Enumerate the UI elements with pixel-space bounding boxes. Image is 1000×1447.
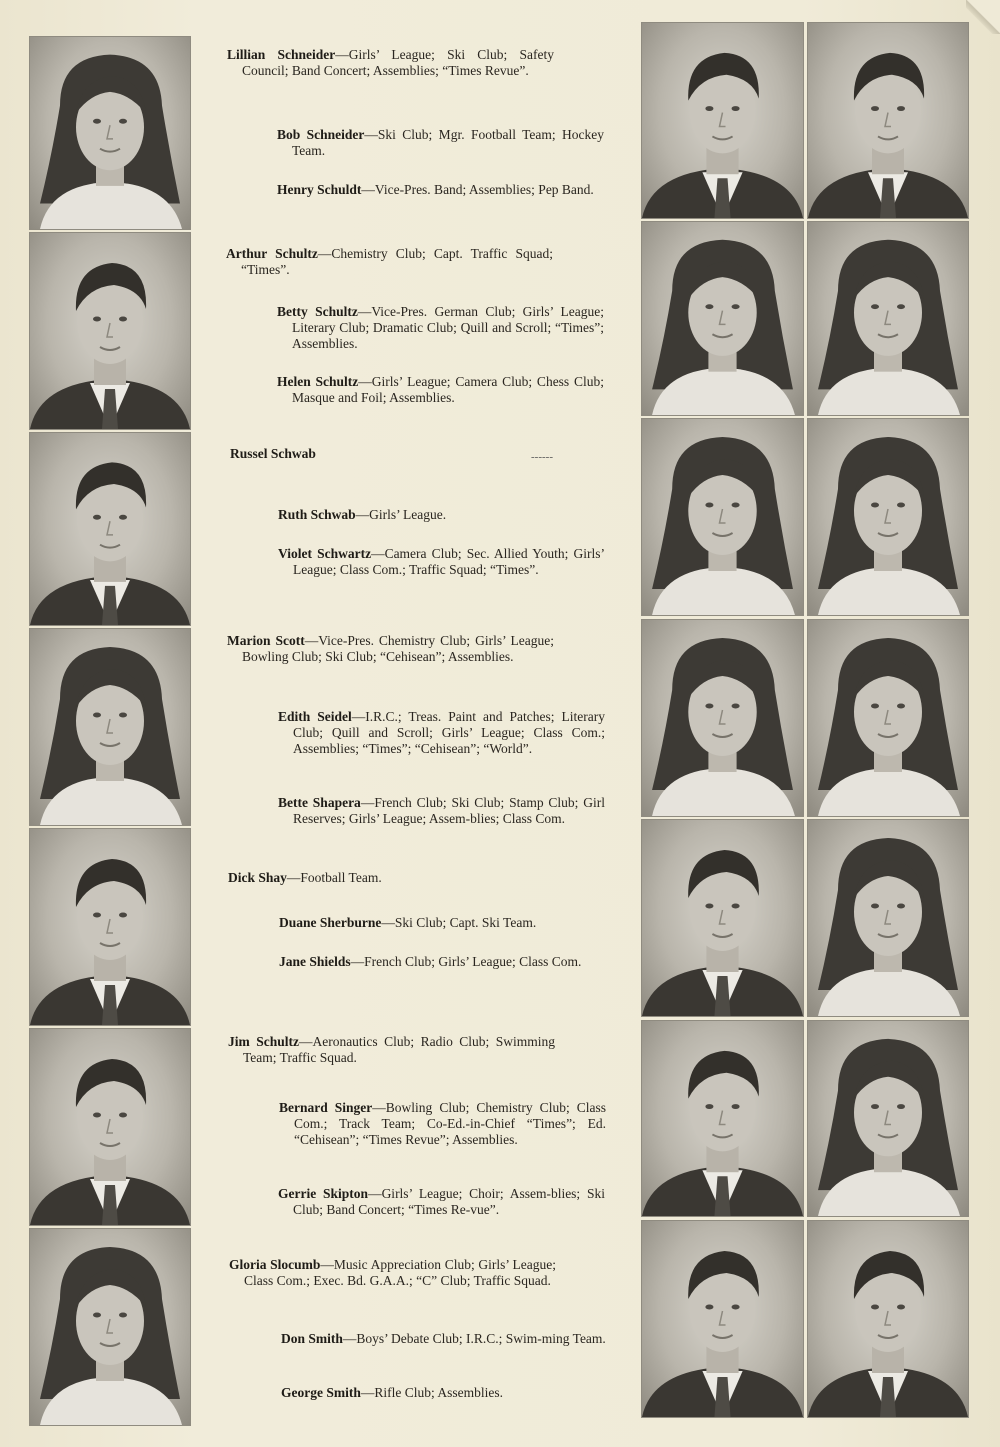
portrait-silhouette	[808, 620, 968, 816]
portrait-silhouette	[30, 1229, 190, 1425]
portrait-photo	[29, 628, 191, 826]
student-entry	[279, 1100, 606, 1148]
portrait-silhouette	[30, 629, 190, 825]
portrait-silhouette	[642, 820, 803, 1016]
student-entry	[229, 1257, 556, 1289]
portrait-photo	[641, 221, 804, 416]
portrait-silhouette	[808, 23, 968, 218]
portrait-photo	[641, 1020, 804, 1217]
portrait-photo	[807, 1220, 969, 1418]
student-activities: —Camera Club; Sec. Allied Youth; Girls’ League; Class Com.; Traffic Squad; “Times”.	[293, 546, 605, 577]
student-activities: —Chemistry Club; Capt. Traffic Squad; “Times”.	[241, 246, 553, 277]
portrait-photo	[807, 418, 969, 616]
student-activities: —Girls’ League.	[355, 507, 447, 522]
student-activities: —Rifle Club; Assemblies.	[360, 1385, 504, 1400]
student-entry	[277, 374, 604, 406]
student-name: Helen Schultz	[277, 374, 359, 389]
student-entry	[227, 47, 554, 79]
portrait-photo	[29, 232, 191, 430]
portrait-silhouette	[30, 233, 190, 429]
portrait-photo	[29, 1228, 191, 1426]
student-name: Dick Shay	[228, 870, 287, 885]
student-entry	[278, 795, 605, 827]
portrait-silhouette	[30, 433, 190, 625]
student-activities: —I.R.C.; Treas. Paint and Patches; Literary Club; Quill and Scroll; Girls’ League; Class Com.; Assemblies; “Times”; “Cehisean”; “World”.	[293, 709, 605, 756]
page-corner-fold	[966, 0, 1000, 34]
portrait-silhouette	[642, 620, 803, 816]
student-entry	[279, 954, 606, 970]
portrait-silhouette	[808, 419, 968, 615]
student-entry	[228, 1034, 555, 1066]
student-activities: —Ski Club; Mgr. Football Team; Hockey Team.	[292, 127, 604, 158]
portrait-photo	[641, 619, 804, 817]
portrait-photo	[807, 1020, 969, 1217]
student-name: Betty Schultz	[277, 304, 358, 319]
portrait-silhouette	[642, 1021, 803, 1216]
student-name: Henry Schuldt	[277, 182, 362, 197]
student-name: Lillian Schneider	[227, 47, 336, 62]
portrait-silhouette	[642, 23, 803, 218]
student-entry	[277, 182, 604, 198]
student-name: Don Smith	[281, 1331, 343, 1346]
portrait-silhouette	[808, 222, 968, 415]
portrait-photo	[29, 432, 191, 626]
student-name: Gerrie Skipton	[278, 1186, 369, 1201]
student-name: Bette Shapera	[278, 795, 361, 810]
student-name: Russel Schwab	[230, 446, 316, 461]
student-entry	[226, 246, 553, 278]
portrait-photo	[807, 619, 969, 817]
student-name: Gloria Slocumb	[229, 1257, 321, 1272]
student-activities: —French Club; Girls’ League; Class Com.	[350, 954, 582, 969]
student-activities: —Vice-Pres. German Club; Girls’ League; Literary Club; Dramatic Club; Quill and Scroll; “Times”; Assemblies.	[292, 304, 604, 351]
student-name: Bernard Singer	[279, 1100, 373, 1115]
student-activities: —Vice-Pres. Band; Assemblies; Pep Band.	[361, 182, 594, 197]
portrait-photo	[29, 1028, 191, 1226]
portrait-photo	[641, 819, 804, 1017]
student-activities: —Girls’ League; Choir; Assem-blies; Ski Club; Band Concert; “Times Re-vue”.	[293, 1186, 605, 1217]
student-name: Marion Scott	[227, 633, 305, 648]
student-activities: —Music Appreciation Club; Girls’ League; Class Com.; Exec. Bd. G.A.A.; “C” Club; Traffic Squad.	[244, 1257, 556, 1288]
student-entry	[278, 709, 605, 757]
student-name: George Smith	[281, 1385, 361, 1400]
student-name: Bob Schneider	[277, 127, 365, 142]
portrait-silhouette	[642, 222, 803, 415]
student-entry	[277, 127, 604, 159]
student-entry	[230, 446, 430, 462]
portrait-silhouette	[642, 1221, 803, 1417]
student-name: Jane Shields	[279, 954, 351, 969]
student-name: Edith Seidel	[278, 709, 352, 724]
student-entry	[277, 304, 604, 352]
portrait-photo	[807, 22, 969, 219]
student-activities: —Girls’ League; Camera Club; Chess Club; Masque and Foil; Assemblies.	[292, 374, 604, 405]
student-name: Jim Schultz	[228, 1034, 299, 1049]
portrait-silhouette	[30, 829, 190, 1025]
portrait-silhouette	[30, 37, 190, 229]
student-entry	[278, 1186, 605, 1218]
portrait-silhouette	[808, 820, 968, 1016]
student-activities: —Boys’ Debate Club; I.R.C.; Swim-ming Team.	[342, 1331, 606, 1346]
student-entry	[281, 1385, 608, 1401]
portrait-photo	[29, 36, 191, 230]
placeholder-dash: ------	[531, 451, 553, 463]
portrait-photo	[807, 221, 969, 416]
portrait-silhouette	[808, 1221, 968, 1417]
student-entry	[278, 546, 605, 578]
student-entry	[227, 633, 554, 665]
student-activities: —Girls’ League; Ski Club; Safety Council; Band Concert; Assemblies; “Times Revue”.	[242, 47, 554, 78]
student-activities: —Vice-Pres. Chemistry Club; Girls’ League; Bowling Club; Ski Club; “Cehisean”; Assemblies.	[242, 633, 555, 664]
portrait-photo	[29, 828, 191, 1026]
student-entry	[278, 507, 605, 523]
student-entry	[279, 915, 606, 931]
student-activities: —French Club; Ski Club; Stamp Club; Girl Reserves; Girls’ League; Assem-blies; Class Com.	[293, 795, 605, 826]
portrait-photo	[641, 22, 804, 219]
portrait-photo	[641, 418, 804, 616]
portrait-photo	[807, 819, 969, 1017]
student-name: Duane Sherburne	[279, 915, 382, 930]
student-name: Arthur Schultz	[226, 246, 318, 261]
student-entry	[281, 1331, 608, 1347]
student-entry	[228, 870, 555, 886]
portrait-silhouette	[808, 1021, 968, 1216]
student-activities: —Football Team.	[286, 870, 382, 885]
portrait-silhouette	[642, 419, 803, 615]
portrait-silhouette	[30, 1029, 190, 1225]
portrait-photo	[641, 1220, 804, 1418]
student-name: Violet Schwartz	[278, 546, 372, 561]
student-activities: —Aeronautics Club; Radio Club; Swimming Team; Traffic Squad.	[243, 1034, 555, 1065]
student-activities: —Ski Club; Capt. Ski Team.	[381, 915, 537, 930]
student-activities: —Bowling Club; Chemistry Club; Class Com.; Track Team; Co-Ed.-in-Chief “Times”; Ed. “Cehisean”; “Times Revue”; Assemblies.	[294, 1100, 606, 1147]
student-name: Ruth Schwab	[278, 507, 356, 522]
